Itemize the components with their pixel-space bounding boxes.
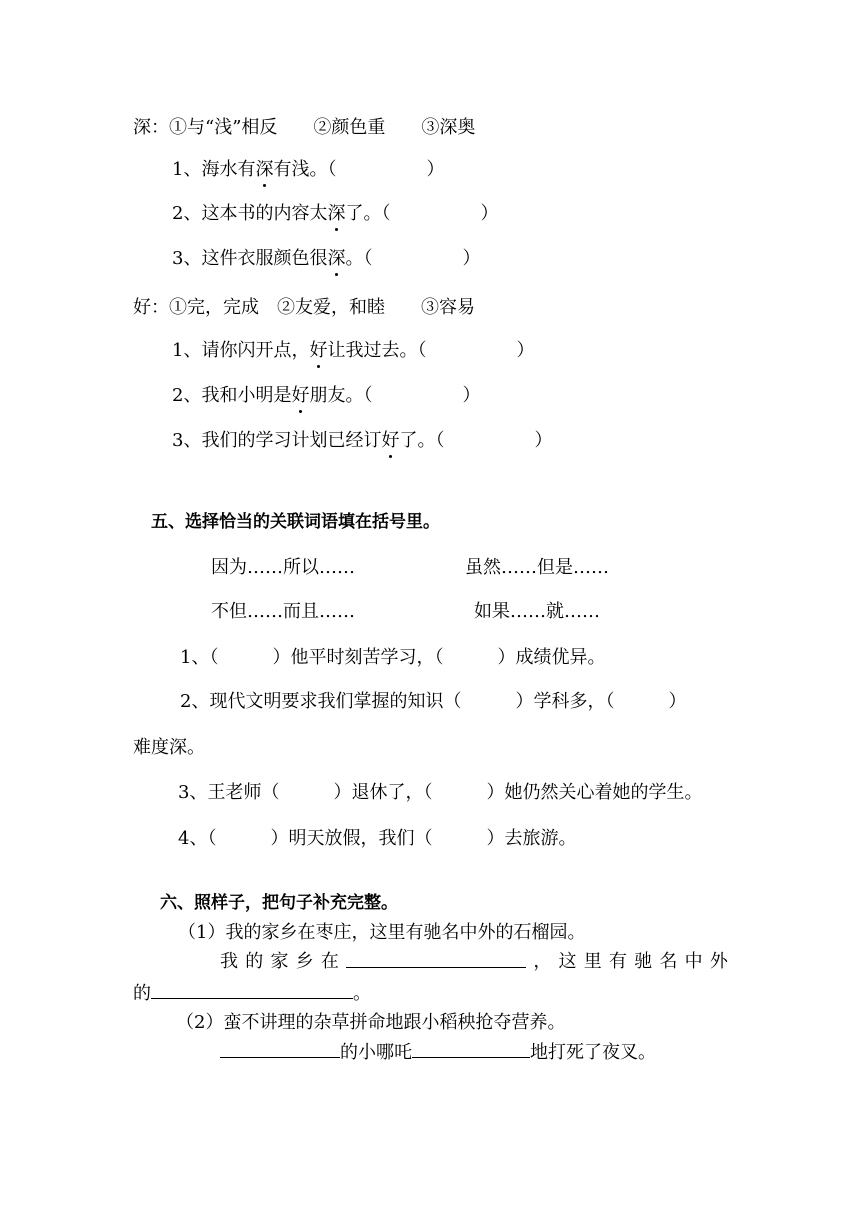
emphasis-char: 好 <box>309 340 328 361</box>
hao-question-2: 2、我和小明是好朋友。（ ） <box>172 385 481 406</box>
emphasis-char: 好 <box>381 430 400 451</box>
section-6-title: 六、照样子，把句子补充完整。 <box>160 893 398 913</box>
emphasis-char: 深 <box>327 248 346 269</box>
option-1: 因为……所以…… <box>211 557 355 578</box>
fill-line-2: 的小哪吒 地打死了夜叉。 <box>220 1041 656 1064</box>
emphasis-char: 好 <box>291 385 310 406</box>
question-5-1: 1、（ ）他平时刻苦学习，（ ）成绩优异。 <box>180 647 606 668</box>
question-5-2: 2、现代文明要求我们掌握的知识（ ）学科多，（ ） <box>180 691 687 712</box>
shen-question-2: 2、这本书的内容太深了。（ ） <box>172 203 499 224</box>
blank-line[interactable] <box>220 1041 340 1058</box>
option-2: 虽然……但是…… <box>465 557 609 578</box>
example-sentence-1: （1）我的家乡在枣庄，这里有驰名中外的石榴园。 <box>178 922 586 943</box>
fill-line-1: 我 的 家 乡 在 ， 这 里 有 驰 名 中 外 <box>220 951 728 972</box>
hao-heading: 好：①完，完成 ②友爱，和睦 ③容易 <box>133 297 475 318</box>
blank-line[interactable] <box>151 982 353 999</box>
emphasis-char: 深 <box>327 203 346 224</box>
blank-line[interactable] <box>346 951 526 968</box>
blank-line[interactable] <box>412 1041 530 1058</box>
hao-question-1: 1、请你闪开点，好让我过去。（ ） <box>172 340 535 361</box>
hao-question-3: 3、我们的学习计划已经订好了。（ ） <box>172 430 553 451</box>
shen-question-3: 3、这件衣服颜色很深。（ ） <box>172 248 481 269</box>
example-sentence-2: （2）蛮不讲理的杂草拼命地跟小稻秧抢夺营养。 <box>176 1012 566 1033</box>
shen-question-1: 1、海水有深有浅。（ ） <box>172 159 445 180</box>
question-5-2-cont: 难度深。 <box>133 737 205 758</box>
emphasis-char: 深 <box>255 159 274 180</box>
option-4: 如果……就…… <box>474 601 600 622</box>
option-3: 不但……而且…… <box>211 601 355 622</box>
question-5-4: 4、（ ）明天放假，我们（ ）去旅游。 <box>178 828 577 849</box>
section-5-title: 五、选择恰当的关联词语填在括号里。 <box>151 512 440 532</box>
shen-heading: 深：①与“浅”相反 ②颜色重 ③深奥 <box>133 117 476 138</box>
question-5-3: 3、王老师（ ）退休了，（ ）她仍然关心着她的学生。 <box>178 782 703 803</box>
fill-line-1-cont: 的 。 <box>133 983 371 1004</box>
